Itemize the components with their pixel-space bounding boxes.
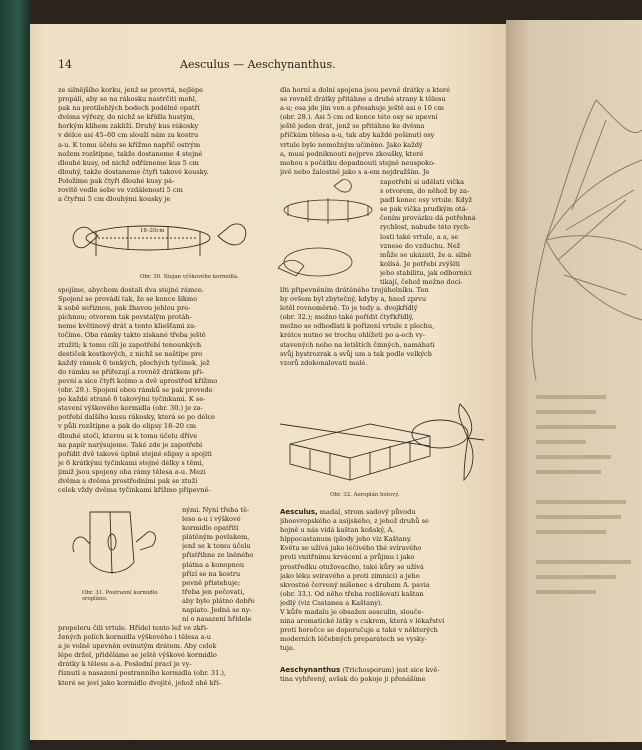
text-line: ní o nasazení hřídele — [182, 615, 252, 624]
text-line: jivě nebo žalostně jako s a-em nejdražším. Je — [280, 167, 430, 176]
text-line: Květu se užívá jako léčivého thé svíravého — [280, 544, 422, 553]
text-line: aby bylo plátno dobře — [182, 596, 255, 605]
text-line: dlouhé stočí, kterou si k tomu účelu dříve — [58, 431, 198, 440]
text-line: dlouhý, takže dostaneme čtyři takové kousky. — [58, 167, 209, 176]
text-line: říznutí a nasazení postranního kormidla (obr. 31.), — [58, 669, 227, 678]
text-line: padl konec osy vrtule. Když — [380, 196, 472, 205]
text-line: destiček kostkových, z nichž se naštípe pro — [58, 349, 203, 358]
entry-aeschynanthus — [280, 666, 488, 684]
text-line: madal, strom sadový původu — [319, 508, 416, 516]
text-line: tuje. — [280, 644, 295, 653]
text-line: stavených nebo na letištích činných, namáhati — [280, 340, 435, 349]
text-line: a-u. K tomu účelu se křížmo napříč ostrým — [58, 140, 201, 149]
left-column-narrow — [182, 506, 272, 624]
text-line: jihoevropského a asijského, z jehož druhů se — [280, 517, 429, 526]
text-line: leso a-u i výškové — [182, 515, 241, 524]
figure-29-frames — [278, 176, 378, 286]
text-line: plátěným povlakem, — [182, 533, 250, 542]
text-line: se rovněž drátky přitáhne a druhé strany k tělesu — [280, 95, 446, 104]
text-line: svůj bystrozrak a svůj um a tak podle velkých — [280, 349, 432, 358]
entry-aesculus-head: Aesculus, — [280, 508, 318, 516]
text-line: propeleru čili vrtule. Hřídel tento lež ve zkři- — [58, 624, 209, 632]
text-line: mohou s počátku dopadnouti stejně neuspoko- — [280, 158, 436, 167]
text-line: ze silnějšího korku, jenž se provrtá, nejlépe — [58, 86, 204, 94]
page-header — [30, 58, 506, 74]
text-line: vrtule bylo nemožným učiněno. Jako každý — [280, 140, 423, 149]
entry-aesculus — [280, 508, 488, 654]
text-line: nožem rozštípne, takže dostaneme 4 stejné — [58, 149, 203, 158]
text-line: tikají, čehož možno doci- — [380, 278, 463, 287]
entry-aesculus-body — [280, 508, 488, 654]
figure-31-caption: Obr. 31. Postranní kormidlo sropláno. — [82, 590, 158, 602]
text-line: a-u; osa jde jím ven a přesahuje ještě asi o 10 cm — [280, 104, 444, 113]
text-line: tina vyhřevný, avšak do pokoje ji přenášíme — [280, 675, 426, 684]
text-line: nina aromatické látky s cukrem, která v lékařství — [280, 617, 445, 626]
text-line: zapotřebí si udělati vička — [380, 178, 465, 186]
text-line: Položíme pak čtyři dlouhé kusy pá- — [58, 176, 175, 185]
text-line: k sobě seříznou, pak žhavou jehlou pro- — [58, 304, 191, 313]
figure-30-measure: 18–20cm — [140, 228, 165, 234]
text-line: s otvorem, do něhož by za- — [380, 187, 470, 196]
text-line: hojně u nás vidá kaštan koňský, A. — [280, 526, 395, 535]
text-line: přistřihne ze lněného — [182, 551, 254, 560]
text-line: proti horečce se doporučuje a také v některých — [280, 626, 438, 635]
text-line: (Trichosporum) jest sice kvě- — [342, 666, 440, 674]
text-line: líti připevněním drátěného trojúhelníku. Ten — [280, 286, 429, 294]
text-line: třeba jen pečovati, — [182, 587, 245, 596]
left-column-middle — [58, 286, 272, 495]
text-line: a čtyřmi 5 cm dlouhými kousky je — [58, 195, 171, 204]
text-line: drátky k tělesu a-a. Poslední prací je vy- — [58, 660, 192, 669]
text-line: Spojení se provádí tak, že se konce šikmo — [58, 295, 198, 304]
text-line: vzorů zdokonalovati malé. — [280, 358, 368, 367]
text-line: příčkám tělesa a-u, tak aby každé pošinutí osy — [280, 131, 435, 140]
text-line: přízí se na kostru — [182, 569, 241, 578]
left-column-top — [58, 86, 272, 204]
text-line: hippocastanum (plody jeho viz Kaštany. — [280, 535, 412, 544]
text-line: by ovšem byl zbytečný, kdyby a, hned zprvu — [280, 295, 427, 304]
facing-page — [506, 20, 642, 742]
text-line: které se jeví jako kormidlo dvojité, jehož obě kří- — [58, 678, 222, 687]
figure-30-caption: Obr. 30. Stojan výškového kormidla. — [140, 274, 239, 280]
text-line: rychlost, nabude této rych- — [380, 223, 471, 232]
book-page — [30, 24, 506, 740]
text-line: krátce nutno se trochu ohlížeti po a-ech vy- — [280, 331, 426, 340]
text-line: lépe držel, přiděláme se ještě výškové kormidlo — [58, 651, 217, 660]
text-line: čením provázku dá potřebná — [380, 214, 476, 223]
right-column-middle — [280, 286, 488, 368]
text-line: dvěma výřezy, do nichž se křídla hustým, — [58, 113, 195, 122]
text-line: a je volně upevněn ovinutým drátem. Aby celek — [58, 642, 217, 651]
text-line: pevní a sice čtyři kolmo a dvě uprostřed křížmo — [58, 376, 218, 385]
page-number: 14 — [58, 58, 72, 71]
leaf-illustration — [506, 80, 642, 400]
running-title: Aesculus — Aeschynanthus. — [180, 58, 336, 71]
figure-30-elevator-frame — [58, 206, 272, 270]
text-line: jeho stabilitu, jak odborníci — [380, 268, 472, 277]
entry-aeschynanthus-head: Aeschynanthus — [280, 666, 341, 674]
text-line: rovitě vedle sebe ve vzdálenosti 5 cm — [58, 186, 183, 195]
text-line: spojíme, abychom dostali dva stejné rámce. — [58, 286, 204, 294]
text-line: v délce asi 45–60 cm slouží nám za kostru — [58, 131, 199, 140]
text-line: na papír narýsujeme. Také zde je zapotřebí — [58, 440, 203, 449]
text-line: žených polích kormidla výškového i tělesa a-u — [58, 633, 211, 642]
figure-32-aeroplane — [280, 384, 488, 494]
right-column-top — [280, 86, 488, 177]
text-line: dla horní a dolní spojena jsou pevně drátky a které — [280, 86, 450, 94]
text-line: pevně přistehuje; — [182, 578, 241, 587]
text-line: píchnou; otvorem tak povstalým protáh- — [58, 313, 192, 322]
text-line: (obr. 28.). Asi 5 cm od konce této osy se upevní — [280, 113, 438, 122]
text-line: může se ukázati, že a. silně — [380, 250, 472, 259]
text-line: jenž se k tomu účelu — [182, 542, 251, 551]
text-line: proti vnitřnímu krvácení a průjmu i jako — [280, 553, 415, 562]
left-column-bottom — [58, 624, 272, 688]
text-line: potřebí dalšího kusu rákosky, která se po délce — [58, 413, 216, 422]
right-column-narrow — [380, 178, 488, 287]
text-line: jako léku svíravého a proti zimnici) a jeho — [280, 571, 420, 580]
text-line: jimiž jsou spojeny oba rámy tělesa a-u. Mezi — [58, 467, 206, 476]
text-line: propálí, aby se na rákosku nastrčiti mohl, — [58, 95, 197, 104]
text-line: vznese do vzduchu. Než — [380, 241, 461, 250]
book-cover-edge — [0, 0, 30, 750]
text-line: celek vždy dvěma tyčinkami křížmo připevně- — [58, 486, 211, 495]
text-line: ztužiti; k tomu cíli je zapotřebí tenounkých — [58, 340, 202, 349]
text-line: je 6 krátkými tyčinkami stejné délky s těmi, — [58, 458, 204, 467]
text-line: horkým klihem zaklíží. Druhý kus rákosky — [58, 122, 199, 131]
text-line: jedlý (viz Castanea a Kaštany). — [280, 598, 383, 607]
text-line: kolísá. Je potřebí zvýšiti — [380, 259, 460, 268]
text-line: do rámku se přiřezají a rovněž drátkem při- — [58, 367, 205, 376]
text-line: losti také vrtule, a a, se — [380, 232, 459, 241]
text-line: kormidlo opatřiti — [182, 524, 239, 533]
text-line: dvěma a dvěma prostředními pak se ztuží — [58, 476, 198, 485]
text-line: ještě jeden drát, jenž se přitáhne ke dvěma — [280, 122, 425, 131]
text-line: možno se odhodlati k pořízení vrtule z plechu, — [280, 322, 435, 331]
figure-32-caption: Obr. 32. Aeroplán hotový. — [330, 492, 400, 498]
text-line: (obr. 32.); možno také pořídit čtyřkřídlý, — [280, 313, 414, 322]
text-line: napiato. Jedná se ny- — [182, 606, 252, 615]
text-line: V kůře madalu je obsažen aesculin, slouče- — [280, 608, 424, 617]
text-line: letěl rovnoměrně. To je tedy a. dvojkřídlý — [280, 304, 418, 313]
text-line: a, musí podniknouti nejprve zkoušky, které — [280, 149, 424, 158]
text-line: točíme. Oba rámky takto získané třeba ještě — [58, 331, 206, 340]
text-line: nými. Nyní třeba tě- — [182, 506, 250, 514]
text-line: prostředku otužovacího, také kůry se užívá — [280, 562, 424, 571]
text-line: neme květinový drát a tento kliešťami za- — [58, 322, 197, 331]
text-line: stavení výškového kormidla (obr. 30.) je za- — [58, 404, 203, 413]
text-line: (obr. 29.). Spojení obou rámků se pak provede — [58, 386, 213, 395]
text-line: pořídit dvě takové úplně stejné elipsy a spojiti — [58, 449, 212, 458]
figure-31-rudder — [70, 502, 160, 592]
text-line: plátna a konopnou — [182, 560, 245, 569]
text-line: po každé straně 6 takovými tyčinkami. K se- — [58, 395, 206, 404]
text-line: moderních léčebných preparátech se vysky- — [280, 635, 427, 644]
text-line: v půli rozštípne a pak do elipsy 18–20 cm — [58, 422, 197, 431]
text-line: skvostné červený míšenec s druhem A. pavia — [280, 580, 430, 589]
text-line: pak na protilehlých bodech podélně opatří — [58, 104, 200, 113]
text-line: dlouhé kusy, od nichž odřízneme kus 5 cm — [58, 158, 199, 167]
text-line: každý rámek 6 tenkých, plochých tyčinek, jež — [58, 358, 210, 367]
text-line: se pak vička prudkým otá- — [380, 205, 468, 214]
text-line: (obr. 33.). Od něho třeba rozlišovati kaštan — [280, 589, 424, 598]
